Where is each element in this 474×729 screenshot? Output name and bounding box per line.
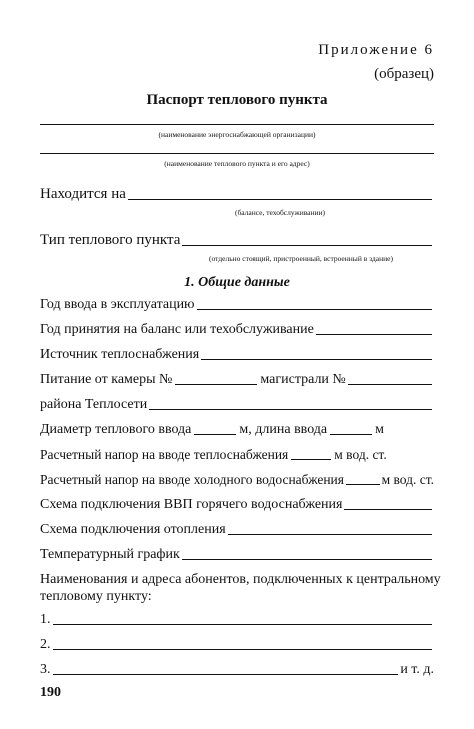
heat-source-line[interactable] (201, 359, 432, 360)
hw-scheme-label: Схема подключения ВВП горячего водоснабжения (40, 497, 343, 512)
heating-scheme-line[interactable] (228, 534, 432, 535)
temp-graph-label: Температурный график (40, 547, 180, 562)
org-caption: (наименование энергоснабжающей организации) (158, 130, 316, 139)
district-row (40, 397, 434, 413)
commission-year-label: Год ввода в эксплуатацию (40, 297, 195, 312)
diameter-label: Диаметр теплового ввода (40, 422, 192, 437)
cold-head-unit: м вод. ст. (381, 472, 434, 487)
heat-head-unit: м вод. ст. (334, 447, 387, 462)
subscriber-row-2 (40, 637, 434, 653)
subscribers-text-line1: Наименования и адреса абонентов, подключенных к центральному (40, 572, 441, 587)
length-unit: м (375, 422, 384, 437)
balance-year-row (40, 322, 434, 338)
subscriber-number-3: 3. (40, 662, 51, 677)
point-name-line[interactable] (40, 153, 434, 154)
page-number: 190 (40, 685, 61, 700)
heat-head-label: Расчетный напор на вводе теплоснабжения (40, 447, 289, 462)
heating-scheme-row (40, 522, 434, 538)
length-line[interactable] (330, 434, 372, 435)
type-row (40, 232, 434, 249)
appendix-label: Приложение 6 (318, 42, 434, 58)
subscriber-row-3 (40, 662, 434, 678)
diameter-line[interactable] (194, 434, 236, 435)
main-number-label: магистрали № (260, 372, 346, 387)
heat-source-row (40, 347, 434, 363)
section-title: 1. Общие данные (184, 275, 290, 290)
commission-year-line[interactable] (197, 309, 432, 310)
hw-scheme-row (40, 497, 434, 513)
supply-chamber-label: Питание от камеры № (40, 372, 173, 387)
located-label: Находится на (40, 186, 126, 202)
subscriber-line-2[interactable] (53, 649, 433, 650)
located-input-line[interactable] (128, 199, 432, 200)
subscriber-number-1: 1. (40, 612, 51, 627)
subscriber-line-3[interactable] (53, 674, 399, 675)
heat-head-row (40, 447, 434, 463)
chamber-number-line[interactable] (175, 384, 257, 385)
subscriber-row-1 (40, 612, 434, 628)
point-caption: (наименование теплового пункта и его адрес) (164, 159, 310, 168)
heat-head-line[interactable] (291, 459, 331, 460)
heating-scheme-label: Схема подключения отопления (40, 522, 226, 537)
balance-year-line[interactable] (316, 334, 432, 335)
supply-row (40, 372, 434, 388)
balance-year-label: Год принятия на баланс или техобслуживание (40, 322, 314, 337)
org-name-line[interactable] (40, 124, 434, 125)
temp-graph-line[interactable] (182, 559, 432, 560)
diameter-row (40, 422, 434, 438)
subscriber-number-2: 2. (40, 637, 51, 652)
hw-scheme-line[interactable] (344, 509, 432, 510)
document-title: Паспорт теплового пункта (146, 92, 328, 108)
cold-head-line[interactable] (346, 484, 380, 485)
sample-label: (образец) (374, 66, 434, 82)
subscriber-line-1[interactable] (53, 624, 433, 625)
commission-year-row (40, 297, 434, 313)
type-label: Тип теплового пункта (40, 232, 181, 248)
district-line[interactable] (149, 409, 432, 410)
district-label: района Теплосети (40, 397, 148, 412)
cold-head-row (40, 472, 434, 488)
cold-head-label: Расчетный напор на вводе холодного водоснабжения (40, 472, 344, 487)
main-number-line[interactable] (348, 384, 432, 385)
heat-source-label: Источник теплоснабжения (40, 347, 200, 362)
length-label: м, длина ввода (239, 422, 328, 437)
temp-graph-row (40, 547, 434, 563)
located-caption: (балансе, техобслуживании) (234, 208, 326, 217)
type-input-line[interactable] (182, 245, 432, 246)
type-caption: (отдельно стоящий, пристроенный, встроенный в здание) (209, 254, 393, 263)
located-row (40, 186, 434, 203)
subscribers-text-line2: тепловому пункту: (40, 589, 152, 604)
etc-label: и т. д. (400, 662, 434, 677)
